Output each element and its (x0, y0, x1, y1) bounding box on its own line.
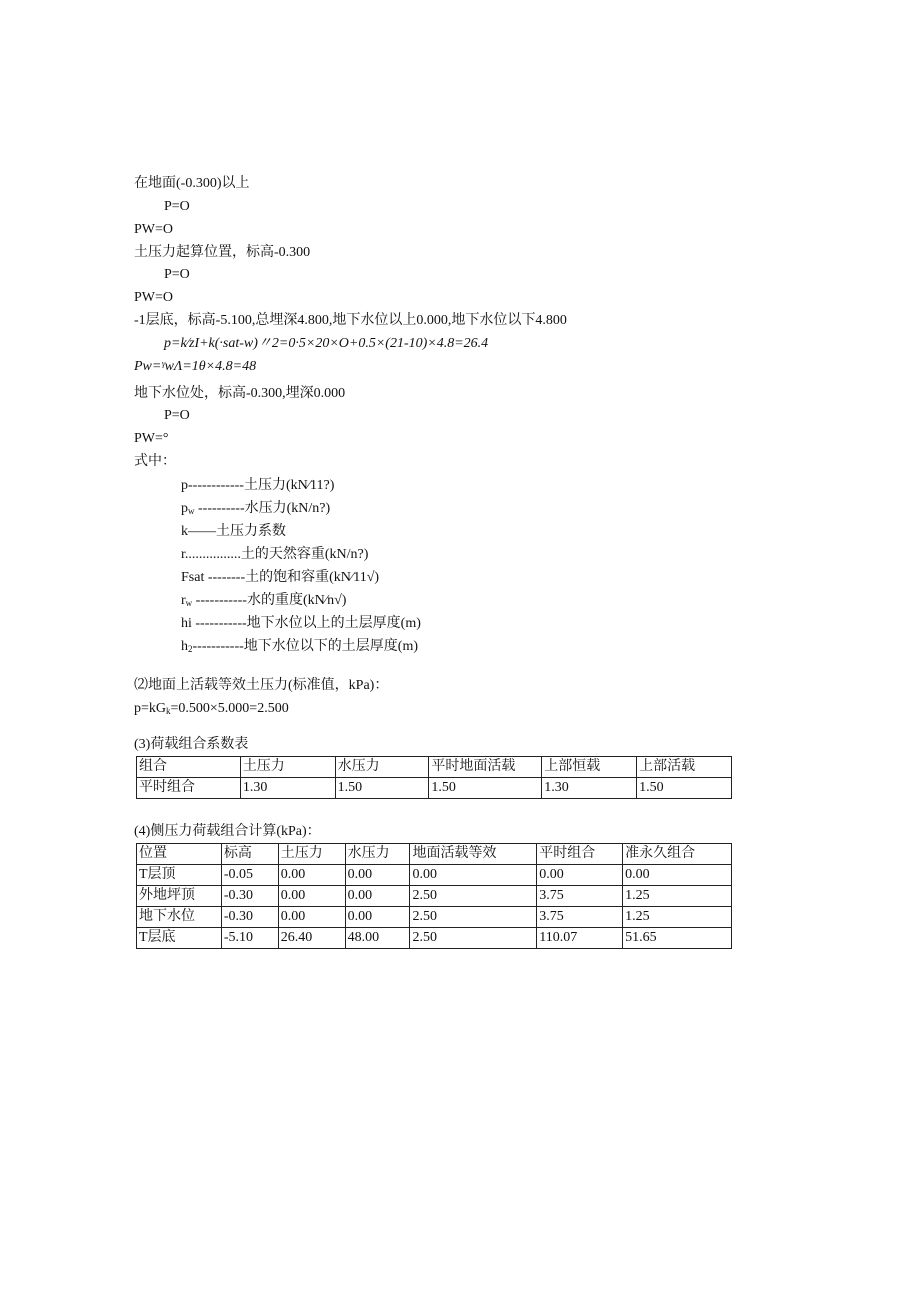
text-where: 式中： (134, 454, 176, 469)
legend-k: k——土压力系数 (181, 524, 286, 539)
table-cell: 外地坪顶 (137, 886, 222, 907)
table-cell: 51.65 (623, 928, 732, 949)
table-cell: 0.00 (278, 907, 345, 928)
table-row (137, 865, 732, 886)
legend-description: -----------水的重度(kN∕n√) (195, 593, 347, 608)
text-p-zero: P=O (164, 267, 190, 282)
legend-rw (181, 592, 346, 612)
table-cell: -5.10 (221, 928, 278, 949)
table-header-cell: 平时组合 (537, 844, 623, 865)
text-earth-pressure-start: 土压力起算位置，标高-0.300 (134, 245, 311, 260)
formula-subscript: k (166, 706, 171, 716)
table-cell: 0.00 (345, 907, 410, 928)
table-cell: 0.00 (623, 865, 732, 886)
legend-pw (181, 500, 330, 520)
table-cell: 地下水位 (137, 907, 222, 928)
text-p-zero: P=O (164, 408, 190, 423)
table-header-cell: 平时地面活载 (429, 757, 542, 778)
table-cell: 1.50 (429, 778, 542, 799)
legend-symbol: p (181, 478, 188, 493)
table-header-cell: 上部活载 (637, 757, 732, 778)
table-cell: 3.75 (537, 886, 623, 907)
table-cell: 0.00 (345, 886, 410, 907)
table-header-cell: 准永久组合 (623, 844, 732, 865)
text-pw-zero: PW=O (134, 222, 174, 237)
legend-subscript: 2 (188, 644, 193, 654)
table-header-cell: 土压力 (278, 844, 345, 865)
legend-fsat: Fsat --------土的饱和容重(kN∕11√) (181, 570, 380, 585)
section3-title: (3)荷载组合系数表 (134, 737, 249, 752)
table-header-cell: 水压力 (335, 757, 429, 778)
text-pw-zero: PW=° (134, 431, 169, 446)
text-water-table: 地下水位处，标高-0.300,埋深0.000 (134, 386, 346, 401)
table-header-cell: 位置 (137, 844, 222, 865)
legend-symbol: p (181, 501, 188, 516)
table-header-cell: 上部恒载 (542, 757, 637, 778)
table-cell: 0.00 (537, 865, 623, 886)
text-above-ground: 在地面(-0.300)以上 (134, 176, 250, 191)
table-cell: 48.00 (345, 928, 410, 949)
table-cell: 1.30 (240, 778, 335, 799)
table-cell: T层底 (137, 928, 222, 949)
table-row (137, 907, 732, 928)
table-header-cell: 地面活载等效 (410, 844, 537, 865)
table-cell: 26.40 (278, 928, 345, 949)
formula-part: p=kG (134, 701, 167, 716)
table-cell: -0.30 (221, 907, 278, 928)
table-cell: 0.00 (410, 865, 537, 886)
legend-description: -----------地下水位以下的土层厚度(m) (192, 639, 418, 654)
formula-part: =0.500×5.000=2.500 (170, 701, 289, 716)
legend-h2 (181, 638, 418, 658)
load-factor-table (136, 756, 732, 799)
text-p-zero: P=O (164, 199, 190, 214)
table-header-cell: 组合 (137, 757, 241, 778)
legend-symbol: h (181, 639, 188, 654)
table-cell: 1.50 (335, 778, 429, 799)
section2-formula (134, 700, 289, 720)
table-row (137, 928, 732, 949)
table-cell: -0.30 (221, 886, 278, 907)
table-cell: -0.05 (221, 865, 278, 886)
table-cell: 2.50 (410, 907, 537, 928)
legend-subscript: w (188, 506, 195, 516)
table-cell: 1.25 (623, 907, 732, 928)
table-header-cell: 土压力 (240, 757, 335, 778)
legend-description: ------------土压力(kN∕11?) (188, 478, 335, 493)
section4-title: (4)侧压力荷载组合计算(kPa)： (134, 824, 321, 839)
table-cell: 0.00 (278, 886, 345, 907)
table-row (137, 778, 732, 799)
legend-p (181, 477, 334, 495)
lateral-pressure-table (136, 843, 732, 949)
legend-hi: hi -----------地下水位以上的土层厚度(m) (181, 616, 421, 631)
formula-earth-pressure: p=k∕zI+k(·sat-w)〃2=0·5×20×O+0.5×(21-10)×4.8=26.4 (164, 336, 489, 351)
table-cell: 110.07 (537, 928, 623, 949)
table-cell: 1.25 (623, 886, 732, 907)
table-header-row (137, 844, 732, 865)
table-cell: 2.50 (410, 886, 537, 907)
table-cell: 2.50 (410, 928, 537, 949)
table-header-row (137, 757, 732, 778)
table-cell: 0.00 (345, 865, 410, 886)
table-cell: 3.75 (537, 907, 623, 928)
legend-symbol: r (181, 593, 186, 608)
text-floor-bottom: -1层底，标高-5.100,总埋深4.800,地下水位以上0.000,地下水位以下4.800 (134, 313, 567, 328)
legend-r: r................土的天然容重(kN/n?) (181, 547, 369, 562)
table-cell: 1.50 (637, 778, 732, 799)
table-header-cell: 水压力 (345, 844, 410, 865)
table-cell: 0.00 (278, 865, 345, 886)
table-cell: 1.30 (542, 778, 637, 799)
table-cell: 平时组合 (137, 778, 241, 799)
legend-description: ----------水压力(kN/n?) (198, 501, 331, 516)
formula-water-pressure: Pw=ᵞwΛ=1θ×4.8=48 (134, 359, 257, 374)
section2-title: ⑵地面上活载等效土压力(标准值，kPa)： (134, 678, 389, 693)
table-cell: T层顶 (137, 865, 222, 886)
legend-subscript: w (185, 598, 193, 608)
table-header-cell: 标高 (221, 844, 278, 865)
text-pw-zero: PW=O (134, 290, 174, 305)
table-row (137, 886, 732, 907)
